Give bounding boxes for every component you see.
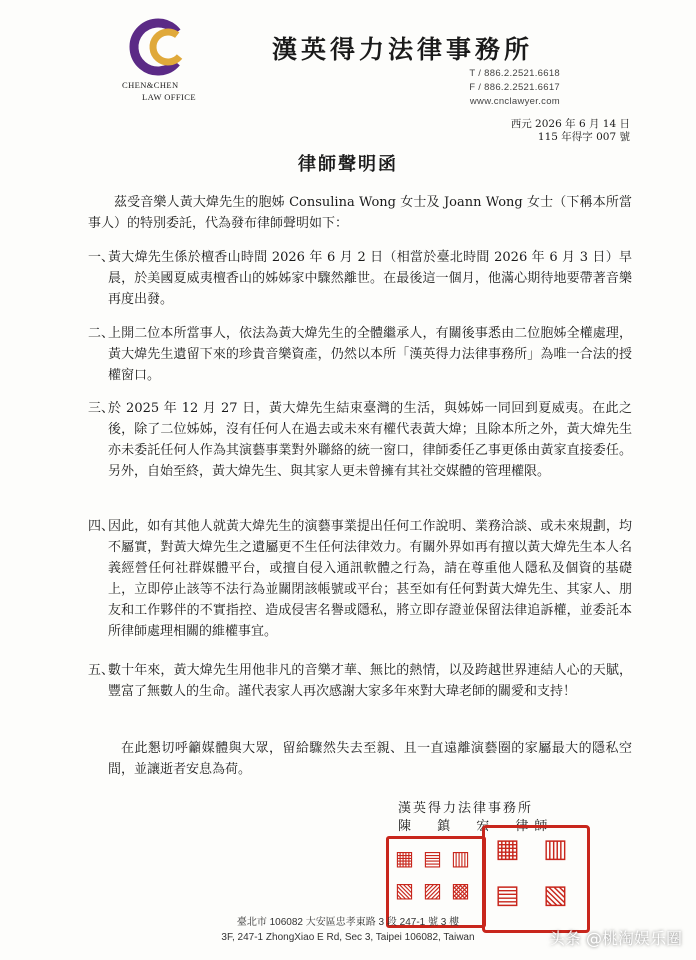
reference-number: 115 年得字 007 號 bbox=[537, 131, 630, 143]
firm-logo bbox=[124, 16, 204, 78]
signature-lawyer: 陳 鎮 宏 律師 bbox=[398, 819, 554, 834]
telephone-number: T / 886.2.2521.6618 bbox=[469, 68, 560, 79]
footer-address-chinese: 臺北市 106082 大安區忠孝東路 3 段 247-1 號 3 樓 bbox=[236, 917, 460, 928]
item-number: 四、 bbox=[88, 519, 115, 534]
item-text: 因此，如有其他人就黃大煒先生的演藝事業提出任何工作說明、業務洽談、或未來規劃，均不屬實，對黃大煒先生之遺屬更不生任何法律效力。有關外界如再有擅以黃大煒先生本人名義經營任何社群媒體平台，或擅自侵入通訊軟體之行為，請在尊重他人隱私及個資的基礎上，立即停止該等不法行為並關閉該帳號或平台；甚至如有任何對黃大煒先生、其家人、朋友和工作夥伴的不實指控、造成侵害名譽或隱私，將立即存證並保留法律追訴權，並委託本所律師處理相關的維權事宜。 bbox=[108, 519, 632, 639]
lawyer-seal: ▦ ▤ ▥ ▧ ▨ ▩ bbox=[386, 836, 486, 928]
intro-paragraph: 茲受音樂人黃大煒先生的胞姊 Consulina Wong 女士及 Joann Wong 女士（下稱本所當事人）的特別委託，代為發布律師聲明如下： bbox=[88, 195, 632, 231]
item-text: 黃大煒先生係於檀香山時間 2026 年 6 月 2 日（相當於臺北時間 2026 年 6 月 3 日）早晨，於美國夏威夷檀香山的姊姊家中驟然離世。在最後這一個月，他滿心期待地要帶著音樂再度出發。 bbox=[108, 250, 632, 307]
closing-paragraph: 在此懇切呼籲媒體與大眾，留給驟然失去至親、且一直遠離演藝圈的家屬最大的隱私空間，並讓逝者安息為荷。 bbox=[108, 741, 632, 777]
item-text: 於 2025 年 12 月 27 日，黃大煒先生結束臺灣的生活，與姊姊一同回到夏威夷。在此之後，除了二位姊姊，沒有任何人在過去或未來有權代表黃大煒；且除本所之外，黃大煒先生亦未委託任何人作為其演藝事業對外聯絡的統一窗口，律師委任乙事更係由黃家直接委任。另外，自始至終，黃大煒先生、與其家人更未曾擁有其社交媒體的管理權限。 bbox=[108, 401, 632, 479]
law-office-seal: ▦ ▥ ▤ ▧ bbox=[482, 825, 590, 933]
item-number: 三、 bbox=[88, 401, 115, 416]
logo-text-line2: LAW OFFICE bbox=[142, 92, 196, 102]
item-text: 上開二位本所當事人，依法為黃大煒先生的全體繼承人，有關後事悉由二位胞姊全權處理，黃大煒先生遺留下來的珍貴音樂資產，仍然以本所「漢英得力法律事務所」為唯一合法的授權窗口。 bbox=[108, 326, 632, 383]
item-number: 一、 bbox=[88, 250, 115, 265]
website: www.cnclawyer.com bbox=[469, 96, 560, 107]
item-number: 二、 bbox=[88, 326, 115, 341]
footer-address-english: 3F, 247-1 ZhongXiao E Rd, Sec 3, Taipei 106082, Taiwan bbox=[221, 932, 475, 943]
letter-date: 西元 2026 年 6 月 14 日 bbox=[510, 118, 630, 130]
logo-text-line1: CHEN&CHEN bbox=[122, 80, 179, 90]
item-text: 數十年來，黃大煒先生用他非凡的音樂才華、無比的熱情，以及跨越世界連結人心的天賦，豐富了無數人的生命。謹代表家人再次感謝大家多年來對大瑋老師的關愛和支持！ bbox=[108, 663, 632, 699]
fax-number: F / 886.2.2521.6617 bbox=[469, 82, 560, 93]
document-title: 律師聲明函 bbox=[298, 154, 398, 175]
signature-firm: 漢英得力法律事務所 bbox=[398, 801, 534, 816]
source-watermark: 头条 @桃淘娱乐圈 bbox=[548, 929, 682, 948]
item-number: 五、 bbox=[88, 663, 115, 678]
firm-name-header: 漢英得力法律事務所 bbox=[272, 35, 534, 64]
